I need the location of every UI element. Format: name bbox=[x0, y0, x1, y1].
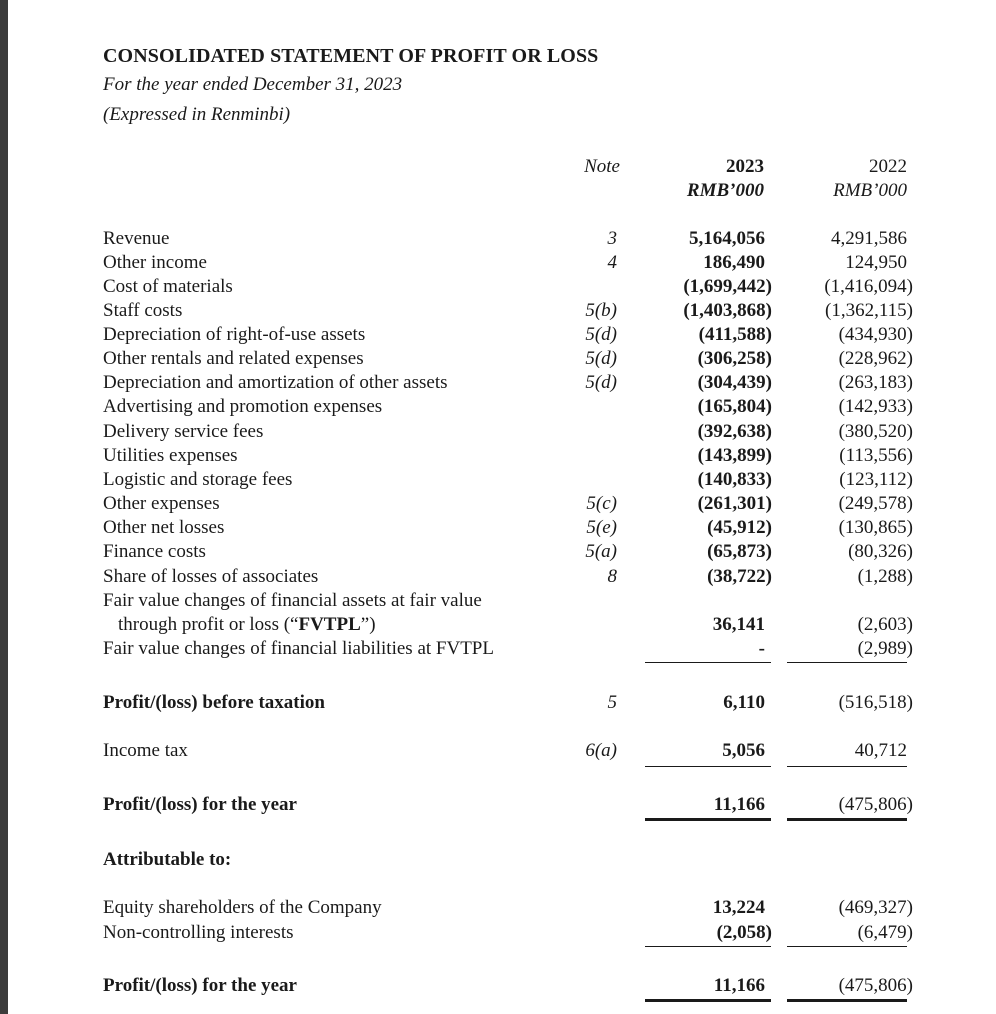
table-row bbox=[0, 420, 996, 444]
subtotal-rule-2023 bbox=[645, 766, 771, 767]
currency-note: (Expressed in Renminbi) bbox=[103, 104, 291, 125]
unit-2022: RMB’000 bbox=[833, 180, 907, 201]
row-label: Utilities expenses bbox=[103, 445, 238, 466]
total-double-rule-2023 bbox=[645, 999, 771, 1002]
table-row bbox=[0, 492, 996, 516]
table-row bbox=[0, 516, 996, 540]
row-note: 3 bbox=[607, 228, 617, 249]
subtotal-rule-2023 bbox=[645, 662, 771, 663]
value-2022: 124,950 bbox=[845, 252, 907, 273]
value-2022: (228,962) bbox=[838, 348, 913, 369]
value-2023: (165,804) bbox=[697, 396, 772, 417]
table-row bbox=[0, 395, 996, 419]
total-double-rule-2022 bbox=[787, 818, 907, 821]
table-row bbox=[0, 275, 996, 299]
column-header-2022 bbox=[780, 156, 907, 202]
note-column-header: Note bbox=[584, 156, 620, 177]
row-label: Cost of materials bbox=[103, 276, 233, 297]
value-2022: (123,112) bbox=[839, 469, 913, 490]
value-2022: (2,603) bbox=[857, 614, 913, 635]
table-row bbox=[0, 299, 996, 323]
row-label: Revenue bbox=[103, 228, 170, 249]
value-2023: (261,301) bbox=[697, 493, 772, 514]
year-2023: 2023 bbox=[726, 156, 764, 177]
value-2022: (1,288) bbox=[857, 566, 913, 587]
total-double-rule-2023 bbox=[645, 818, 771, 821]
table-row-profit-for-year-total bbox=[0, 974, 996, 998]
row-note: 8 bbox=[607, 566, 617, 587]
table-row-fvtpl-assets bbox=[0, 613, 996, 637]
table-row-profit-before-tax bbox=[0, 691, 996, 715]
table-row bbox=[0, 371, 996, 395]
label-prefix: through profit or loss (“ bbox=[118, 614, 299, 635]
value-2023: (411,588) bbox=[698, 324, 772, 345]
row-note: 5(d) bbox=[585, 372, 617, 393]
value-2022: (249,578) bbox=[838, 493, 913, 514]
value-2023: 5,164,056 bbox=[689, 228, 765, 249]
value-2022: (475,806) bbox=[838, 975, 913, 996]
value-2022: (263,183) bbox=[838, 372, 913, 393]
subtotal-rule-2022 bbox=[787, 662, 907, 663]
value-2023: (140,833) bbox=[697, 469, 772, 490]
value-2022: (80,326) bbox=[848, 541, 913, 562]
value-2022: 40,712 bbox=[854, 740, 907, 761]
row-note: 6(a) bbox=[585, 740, 617, 761]
subtotal-rule-2022 bbox=[787, 946, 907, 947]
row-label: Fair value changes of financial liabilities at FVTPL bbox=[103, 638, 494, 659]
value-2023: - bbox=[758, 638, 765, 659]
table-row-income-tax bbox=[0, 739, 996, 763]
value-2022: (142,933) bbox=[838, 396, 913, 417]
table-row bbox=[0, 227, 996, 251]
value-2022: (113,556) bbox=[839, 445, 913, 466]
row-note: 4 bbox=[607, 252, 617, 273]
value-2022: (130,865) bbox=[838, 517, 913, 538]
table-row bbox=[0, 540, 996, 564]
table-row-non-controlling bbox=[0, 921, 996, 945]
value-2023: 5,056 bbox=[722, 740, 765, 761]
table-row bbox=[0, 347, 996, 371]
table-row-equity-shareholders bbox=[0, 896, 996, 920]
row-note: 5(a) bbox=[585, 541, 617, 562]
row-label: Staff costs bbox=[103, 300, 183, 321]
value-2022: (6,479) bbox=[857, 922, 913, 943]
value-2023: (1,699,442) bbox=[683, 276, 772, 297]
value-2023: (2,058) bbox=[716, 922, 772, 943]
attributable-heading bbox=[0, 848, 996, 872]
table-row bbox=[0, 251, 996, 275]
value-2023: (143,899) bbox=[697, 445, 772, 466]
row-label: Other net losses bbox=[103, 517, 225, 538]
value-2023: 36,141 bbox=[712, 614, 765, 635]
statement-period: For the year ended December 31, 2023 bbox=[103, 74, 403, 95]
row-label: Profit/(loss) for the year bbox=[103, 794, 297, 815]
value-2022: (469,327) bbox=[838, 897, 913, 918]
row-label: Profit/(loss) for the year bbox=[103, 975, 297, 996]
value-2023: 11,166 bbox=[713, 794, 765, 815]
value-2022: (1,362,115) bbox=[825, 300, 913, 321]
row-label: Other rentals and related expenses bbox=[103, 348, 364, 369]
unit-2023: RMB’000 bbox=[686, 180, 764, 201]
value-2022: (475,806) bbox=[838, 794, 913, 815]
value-2022: (2,989) bbox=[857, 638, 913, 659]
row-note: 5(d) bbox=[585, 324, 617, 345]
row-label: Advertising and promotion expenses bbox=[103, 396, 383, 417]
column-header-2023 bbox=[640, 156, 764, 202]
row-label: Finance costs bbox=[103, 541, 206, 562]
value-2023: 186,490 bbox=[703, 252, 765, 273]
value-2023: (38,722) bbox=[707, 566, 772, 587]
row-label: Income tax bbox=[103, 740, 188, 761]
value-2023: (45,912) bbox=[707, 517, 772, 538]
value-2022: 4,291,586 bbox=[831, 228, 907, 249]
row-label: Share of losses of associates bbox=[103, 566, 319, 587]
row-label: Fair value changes of financial assets at fair value bbox=[103, 590, 482, 611]
value-2022: (1,416,094) bbox=[824, 276, 913, 297]
table-row-profit-for-year bbox=[0, 793, 996, 817]
row-label: Delivery service fees bbox=[103, 421, 264, 442]
row-note: 5(c) bbox=[586, 493, 617, 514]
value-2022: (516,518) bbox=[838, 692, 913, 713]
row-label: Profit/(loss) before taxation bbox=[103, 692, 325, 713]
table-row-fvtpl-liabilities bbox=[0, 637, 996, 661]
total-double-rule-2022 bbox=[787, 999, 907, 1002]
value-2023: 13,224 bbox=[712, 897, 765, 918]
row-note: 5 bbox=[607, 692, 617, 713]
statement-title: CONSOLIDATED STATEMENT OF PROFIT OR LOSS bbox=[103, 45, 599, 67]
value-2023: (1,403,868) bbox=[683, 300, 772, 321]
row-label: Other expenses bbox=[103, 493, 220, 514]
row-label: Equity shareholders of the Company bbox=[103, 897, 382, 918]
row-label: Depreciation and amortization of other assets bbox=[103, 372, 448, 393]
table-row bbox=[0, 323, 996, 347]
row-note: 5(e) bbox=[586, 517, 617, 538]
section-heading: Attributable to: bbox=[103, 849, 232, 870]
row-note: 5(d) bbox=[585, 348, 617, 369]
subtotal-rule-2022 bbox=[787, 766, 907, 767]
value-2022: (434,930) bbox=[838, 324, 913, 345]
value-2023: (392,638) bbox=[697, 421, 772, 442]
value-2023: (304,439) bbox=[697, 372, 772, 393]
label-suffix: ”) bbox=[360, 614, 376, 635]
value-2023: 11,166 bbox=[713, 975, 765, 996]
row-label: Non-controlling interests bbox=[103, 922, 294, 943]
value-2022: (380,520) bbox=[838, 421, 913, 442]
year-2022: 2022 bbox=[869, 156, 907, 177]
value-2023: 6,110 bbox=[723, 692, 765, 713]
table-row bbox=[0, 565, 996, 589]
row-label: Other income bbox=[103, 252, 207, 273]
row-note: 5(b) bbox=[585, 300, 617, 321]
row-label: Depreciation of right-of-use assets bbox=[103, 324, 366, 345]
table-row-fvtpl-assets-line1 bbox=[0, 589, 996, 613]
row-label: Logistic and storage fees bbox=[103, 469, 293, 490]
table-row bbox=[0, 468, 996, 492]
table-row bbox=[0, 444, 996, 468]
value-2023: (306,258) bbox=[697, 348, 772, 369]
row-label-continued bbox=[118, 613, 376, 637]
value-2023: (65,873) bbox=[707, 541, 772, 562]
label-bold-term: FVTPL bbox=[298, 614, 361, 635]
subtotal-rule-2023 bbox=[645, 946, 771, 947]
